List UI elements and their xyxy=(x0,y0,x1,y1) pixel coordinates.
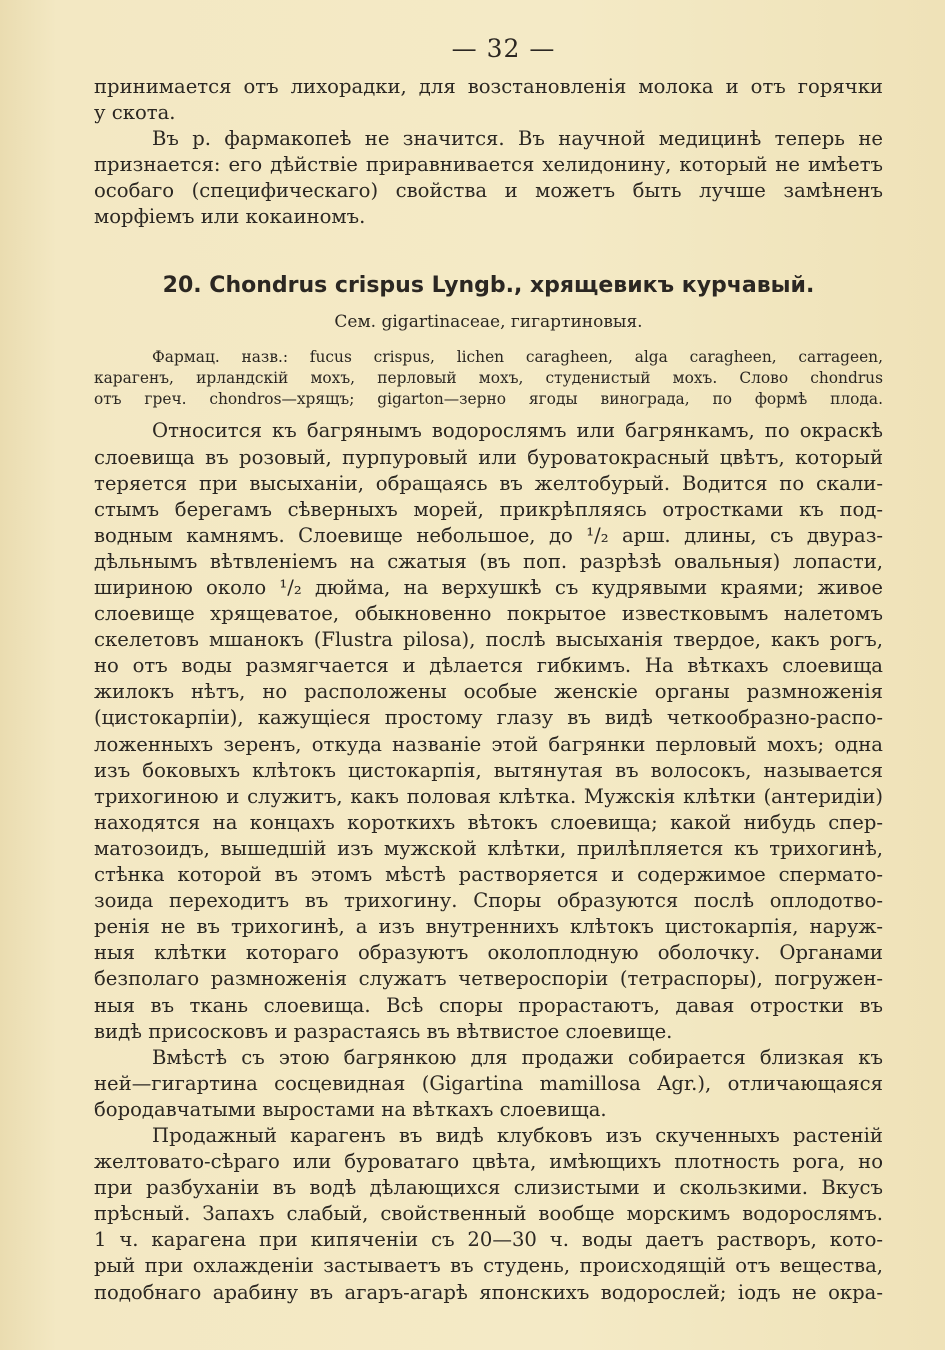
text-line: Относится къ багрянымъ водорослямъ или багрянкамъ, по окраскѣ xyxy=(152,419,883,443)
text-line: рый при охлажденіи застываетъ въ студень, происходящій отъ вещества, xyxy=(94,1254,883,1278)
text-line: стѣнка которой въ этомъ мѣстѣ растворяется и содержимое спермато- xyxy=(94,863,883,887)
intro-line: принимается отъ лихорадки, для возстановленія молока и отъ горячки xyxy=(94,75,883,98)
text-line: желтовато-сѣраго или буроватаго цвѣта, имѣющихъ плотность рога, но xyxy=(94,1150,883,1174)
text-line: ныя клѣтки котораго образуютъ околоплодную оболочку. Органами xyxy=(94,941,883,965)
text-line: находятся на концахъ короткихъ вѣтокъ слоевища; какой нибудь спер- xyxy=(94,810,883,834)
gigartina-paragraph xyxy=(94,1045,883,1123)
text-line: зоида переходитъ въ трихогину. Споры образуются послѣ оплодотво- xyxy=(94,889,883,913)
text-line: безполаго размноженія служатъ четвероспоріи (тетраспоры), погружен- xyxy=(94,967,883,991)
text-line: скелетовъ мшанокъ (Flustra pilosa), послѣ высыханія твердое, какъ рогъ, xyxy=(94,628,883,652)
pharm-line: отъ греч. chondros—хрящъ; gigarton—зерно ягоды винограда, по формѣ плода. xyxy=(94,390,883,409)
intro-line: признается: его дѣйствіе приравнивается хелидонину, который не имѣетъ xyxy=(94,153,883,177)
text-line: ней—гигартина сосцевидная (Gigartina mamillosa Agr.), отличающаяся xyxy=(94,1071,883,1095)
intro-line: морфіемъ или кокаиномъ. xyxy=(94,205,366,229)
text-line: подобнаго арабину въ агаръ-агарѣ японскихъ водорослей; іодъ не окра- xyxy=(94,1280,883,1304)
text-line: дѣльнымъ вѣтвленіемъ на сжатыя (въ поп. разрѣзѣ овальныя) лопасти, xyxy=(94,549,883,573)
intro-block xyxy=(94,74,883,231)
family-line: Сем. gigartinaceae, гигартиновыя. xyxy=(334,311,643,332)
text-line: матозоидъ, вышедшій изъ мужской клѣтки, прилѣпляется къ трихогинѣ, xyxy=(94,836,883,860)
text-line: ложенныхъ зеренъ, откуда названіе этой багрянки перловый мохъ; одна xyxy=(94,732,883,756)
section-heading: 20. Chondrus crispus Lyngb., хрящевикъ курчавый. xyxy=(162,272,815,298)
text-line: стымъ берегамъ сѣверныхъ морей, прикрѣпляясь отростками къ под- xyxy=(94,497,883,521)
text-line: изъ боковыхъ клѣтокъ цистокарпія, вытянутая въ волосокъ, называется xyxy=(94,758,883,782)
intro-line: особаго (специфическаго) свойства и можетъ быть лучше замѣненъ xyxy=(94,179,883,203)
text-line: Вмѣстѣ съ этою багрянкою для продажи собирается близкая къ xyxy=(152,1045,883,1069)
text-line: слоевища въ розовый, пурпуровый или буроватокрасный цвѣтъ, который xyxy=(94,445,883,469)
text-line: шириною около ¹/₂ дюйма, на верхушкѣ съ кудрявыми краями; живое xyxy=(94,576,883,600)
text-line: водным камнямъ. Слоевище небольшое, до ¹/₂ арш. длины, съ двураз- xyxy=(94,523,883,547)
pharm-line: Фармац. назв.: fucus crispus, lichen caragheen, alga caragheen, carrageen, xyxy=(152,347,883,366)
text-line: бородавчатыми выростами на вѣткахъ слоевища. xyxy=(94,1097,607,1121)
intro-line: Въ р. фармакопеѣ не значится. Въ научной медицинѣ теперь не xyxy=(152,127,883,151)
text-line: при разбуханіи въ водѣ дѣлающихся слизистыми и скользкими. Вкусъ xyxy=(94,1176,883,1200)
text-line: но отъ воды размягчается и дѣлается гибкимъ. На вѣткахъ слоевища xyxy=(94,654,883,678)
text-line: ренія не въ трихогинѣ, а изъ внутреннихъ клѣтокъ цистокарпія, наруж- xyxy=(94,915,883,939)
text-line: слоевище хрящеватое, обыкновенно покрытое известковымъ налетомъ xyxy=(94,602,883,626)
text-line: (цистокарпіи), кажущіеся простому глазу въ видѣ четкообразно-распо- xyxy=(94,706,883,730)
page-number: — 32 — xyxy=(451,34,556,63)
pharm-line: карагенъ, ирландскій мохъ, перловый мохъ, студенистый мохъ. Слово chondrus xyxy=(94,368,883,387)
text-line: 1 ч. карагена при кипяченіи съ 20—30 ч. воды даетъ растворъ, кото- xyxy=(94,1228,883,1252)
intro-line: у скота. xyxy=(94,101,176,125)
text-line: теряется при высыханіи, обращаясь въ желтобурый. Водится по скали- xyxy=(94,471,883,495)
text-line: жилокъ нѣтъ, но расположены особые женскіе органы размноженія xyxy=(94,680,883,704)
main-paragraph xyxy=(94,418,883,1044)
text-line: прѣсный. Запахъ слабый, свойственный вообще морскимъ водорослямъ. xyxy=(94,1202,883,1226)
pharmacy-names xyxy=(94,347,883,411)
text-line: Продажный карагенъ въ видѣ клубковъ изъ скученныхъ растеній xyxy=(152,1123,883,1147)
sale-paragraph xyxy=(94,1123,883,1306)
text-line: трихогиною и служитъ, какъ половая клѣтка. Мужскія клѣтки (антеридіи) xyxy=(94,784,883,808)
text-line: ныя въ ткань слоевища. Всѣ споры прорастаютъ, давая отростки въ xyxy=(94,993,883,1017)
text-line: видѣ присосковъ и разрастаясь въ вѣтвистое слоевище. xyxy=(94,1019,673,1043)
